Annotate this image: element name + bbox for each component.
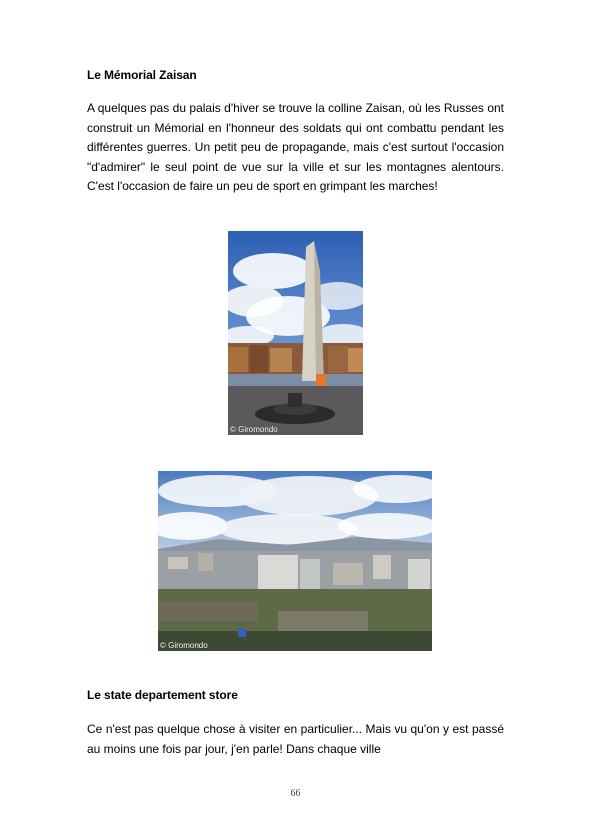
section-body-store: Ce n'est pas quelque chose à visiter en particulier... Mais vu qu'on y est passé au moins une fois par jour, j'en parle! Dans chaque ville (87, 722, 504, 756)
section-title-store: Le state departement store (87, 688, 238, 702)
photo-watermark: © Giromondo (230, 425, 278, 434)
section-title-zaisan: Le Mémorial Zaisan (87, 68, 197, 82)
memorial-photo (228, 231, 363, 435)
section-body-zaisan: A quelques pas du palais d'hiver se trouve la colline Zaisan, où les Russes ont construit un Mémorial en l'honneur des soldats qui ont combattu pendant les différentes guerres. Un petit peu de propagande, mais c'est surtout l'occasion "d'admirer" le seul point de vue sur la ville et sur les montagnes alentours. C'est l'occasion de faire un peu de sport en grimpant les marches! (87, 101, 504, 193)
photo-watermark: © Giromondo (160, 641, 208, 650)
page-number: 66 (290, 788, 301, 799)
city-view-photo (158, 471, 432, 651)
